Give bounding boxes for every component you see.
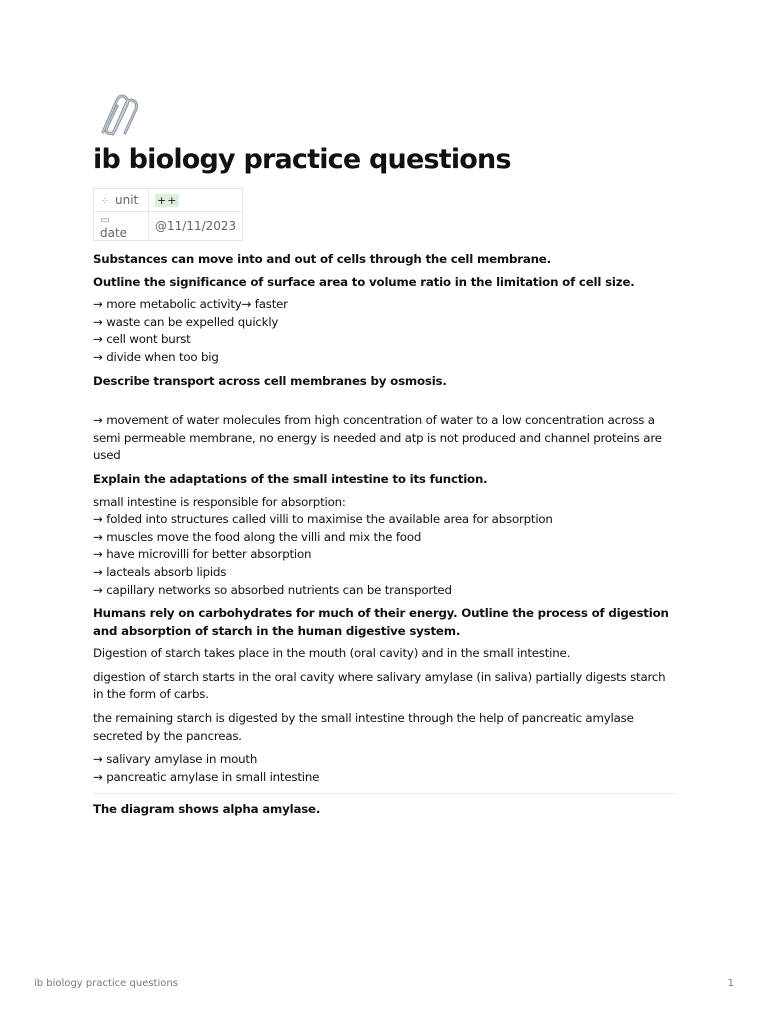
footer-title: ib biology practice questions (34, 978, 178, 989)
question-heading: Outline the significance of surface area to volume ratio in the limitation of cell size. (93, 274, 635, 289)
answer-list (93, 494, 676, 600)
answer-list (93, 751, 676, 786)
property-key: ▭date (94, 212, 149, 241)
list-item: → have microvilli for better absorption (93, 547, 312, 562)
answer-paragraph: → movement of water molecules from high concentration of water to a low concentration across a semi permeable membrane, no energy is needed and atp is not produced and channel proteins are used (93, 413, 662, 463)
list-item: → salivary amylase in mouth (93, 752, 258, 767)
list-item: → folded into structures called villi to maximise the available area for absorption (93, 512, 553, 527)
answer-list (93, 296, 676, 366)
list-item: → divide when too big (93, 349, 219, 364)
question-heading: The diagram shows alpha amylase. (93, 802, 321, 817)
paperclip-icon (93, 92, 141, 138)
divider (93, 793, 676, 794)
list-item: → cell wont burst (93, 332, 191, 347)
page-body (93, 92, 676, 824)
list-item: → more metabolic activity→ faster (93, 297, 288, 312)
answer-paragraph: Digestion of starch takes place in the mouth (oral cavity) and in the small intestine. (93, 646, 571, 661)
question-heading: Describe transport across cell membranes by osmosis. (93, 373, 447, 388)
calendar-icon: ▭ (100, 215, 110, 226)
list-item: → capillary networks so absorbed nutrients can be transported (93, 582, 452, 597)
empty-line (93, 395, 676, 412)
question-heading: Humans rely on carbohydrates for much of their energy. Outline the process of digestion and absorption of starch in the human digestive system. (93, 606, 669, 638)
date-value: @11/11/2023 (155, 219, 237, 233)
list-item: small intestine is responsible for absorption: (93, 494, 346, 509)
list-item: → pancreatic amylase in small intestine (93, 769, 320, 784)
property-value-unit[interactable] (149, 189, 243, 212)
property-row-unit (94, 189, 243, 212)
list-item: → waste can be expelled quickly (93, 314, 279, 329)
page-title: ib biology practice questions (93, 144, 511, 175)
loading-icon: ⁘ (100, 196, 110, 207)
page-number: 1 (727, 978, 734, 989)
property-row-date (94, 212, 243, 241)
property-value-date[interactable] (149, 212, 243, 241)
answer-paragraph: digestion of starch starts in the oral cavity where salivary amylase (in saliva) partially digests starch in the form of carbs. (93, 669, 666, 702)
question-heading: Explain the adaptations of the small intestine to its function. (93, 471, 488, 486)
list-item: → muscles move the food along the villi and mix the food (93, 529, 422, 544)
question-heading: Substances can move into and out of cells through the cell membrane. (93, 252, 551, 266)
unit-tag: ++ (157, 194, 178, 207)
properties-table (93, 188, 243, 241)
property-key: ⁘ unit (94, 189, 149, 212)
list-item: → lacteals absorb lipids (93, 564, 227, 579)
answer-paragraph: the remaining starch is digested by the small intestine through the help of pancreatic amylase secreted by the pancreas. (93, 711, 634, 743)
